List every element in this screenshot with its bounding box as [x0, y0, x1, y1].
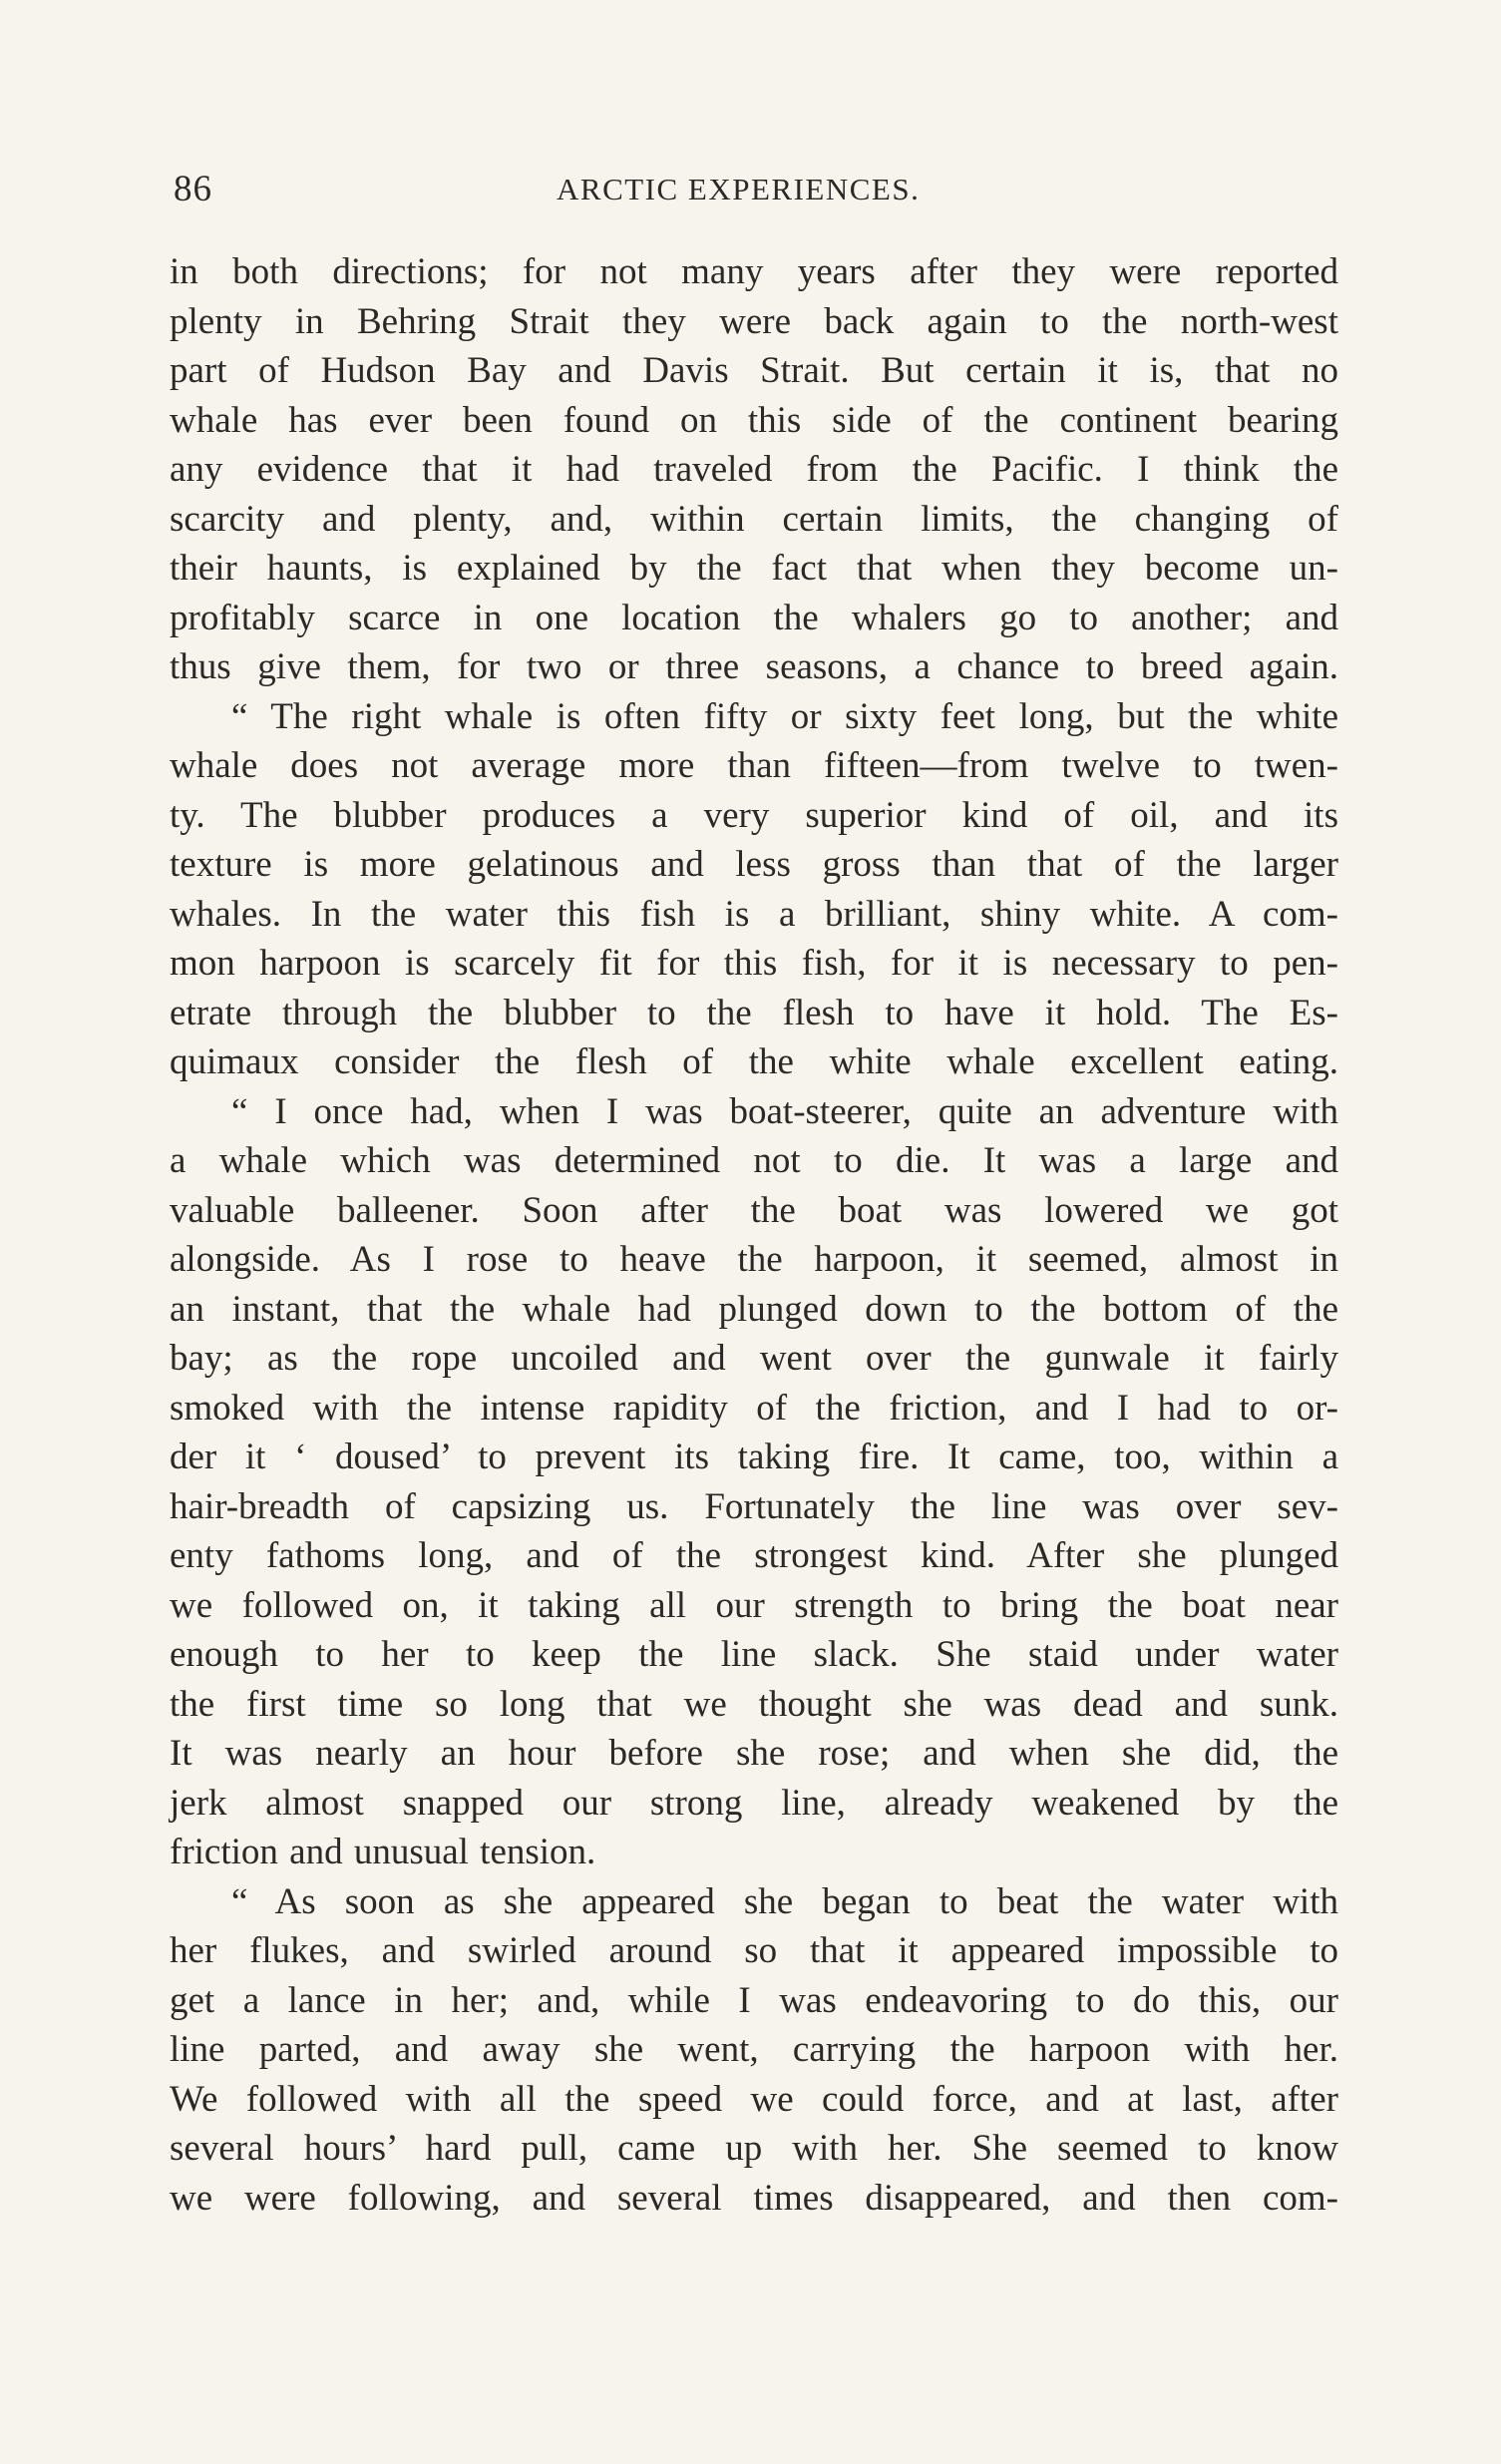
text-line: a whale which was determined not to die. It was a large and [170, 1140, 1338, 1181]
text-line: part of Hudson Bay and Davis Strait. But certain it is, that no [170, 350, 1338, 391]
text-line: whale does not average more than fifteen—from twelve to twen- [170, 745, 1338, 786]
running-title: ARCTIC EXPERIENCES. [557, 172, 921, 206]
text-line: the first time so long that we thought she was dead and sunk. [170, 1683, 1338, 1725]
text-line: texture is more gelatinous and less gross than that of the larger [170, 844, 1338, 885]
text-line: whales. In the water this fish is a brilliant, shiny white. A com- [170, 893, 1338, 935]
text-line: valuable balleener. Soon after the boat was lowered we got [170, 1189, 1338, 1231]
text-line: several hours’ hard pull, came up with her. She seemed to know [170, 2128, 1338, 2169]
text-line: profitably scarce in one location the whalers go to another; and [170, 597, 1338, 638]
text-line: scarcity and plenty, and, within certain limits, the changing of [170, 498, 1338, 540]
text-line: her flukes, and swirled around so that it appeared impossible to [170, 1930, 1338, 1971]
text-line: thus give them, for two or three seasons, a chance to breed again. [170, 646, 1338, 687]
body-text [170, 247, 1338, 2223]
text-line: plenty in Behring Strait they were back again to the north-west [170, 300, 1338, 342]
text-line: mon harpoon is scarcely fit for this fish, for it is necessary to pen- [170, 943, 1338, 984]
text-line: in both directions; for not many years after they were reported [170, 251, 1338, 292]
text-line: we were following, and several times disappeared, and then com- [170, 2177, 1338, 2219]
page-number: 86 [174, 169, 212, 209]
text-line: jerk almost snapped our strong line, already weakened by the [170, 1782, 1338, 1824]
text-line: their haunts, is explained by the fact that when they become un- [170, 548, 1338, 589]
text-line: alongside. As I rose to heave the harpoon, it seemed, almost in [170, 1239, 1338, 1280]
text-line: We followed with all the speed we could force, and at last, after [170, 2078, 1338, 2120]
text-line: hair-breadth of capsizing us. Fortunately the line was over sev- [170, 1485, 1338, 1527]
paragraph-end-line: friction and unusual tension. [170, 1832, 596, 1872]
paragraph-start-line: “ The right whale is often fifty or sixty feet long, but the white [231, 695, 1338, 737]
text-line: ty. The blubber produces a very superior kind of oil, and its [170, 794, 1338, 836]
text-line: etrate through the blubber to the flesh to have it hold. The Es- [170, 992, 1338, 1033]
running-head [170, 168, 1341, 217]
text-line: It was nearly an hour before she rose; and when she did, the [170, 1733, 1338, 1774]
paragraph-start-line: “ As soon as she appeared she began to beat the water with [231, 1880, 1338, 1922]
text-line: smoked with the intense rapidity of the friction, and I had to or- [170, 1387, 1338, 1429]
paragraph-start-line: “ I once had, when I was boat-steerer, quite an adventure with [231, 1090, 1338, 1132]
text-line: enough to her to keep the line slack. She staid under water [170, 1634, 1338, 1675]
text-line: we followed on, it taking all our strength to bring the boat near [170, 1584, 1338, 1626]
text-line: any evidence that it had traveled from the Pacific. I think the [170, 449, 1338, 490]
text-line: quimaux consider the flesh of the white whale excellent eating. [170, 1041, 1338, 1082]
text-line: get a lance in her; and, while I was endeavoring to do this, our [170, 1979, 1338, 2021]
text-line: whale has ever been found on this side of the continent bearing [170, 399, 1338, 441]
text-line: line parted, and away she went, carrying the harpoon with her. [170, 2029, 1338, 2070]
text-line: enty fathoms long, and of the strongest kind. After she plunged [170, 1535, 1338, 1576]
text-line: bay; as the rope uncoiled and went over the gunwale it fairly [170, 1338, 1338, 1379]
text-line: der it ‘ doused’ to prevent its taking fire. It came, too, within a [170, 1437, 1338, 1477]
text-line: an instant, that the whale had plunged down to the bottom of the [170, 1288, 1338, 1330]
